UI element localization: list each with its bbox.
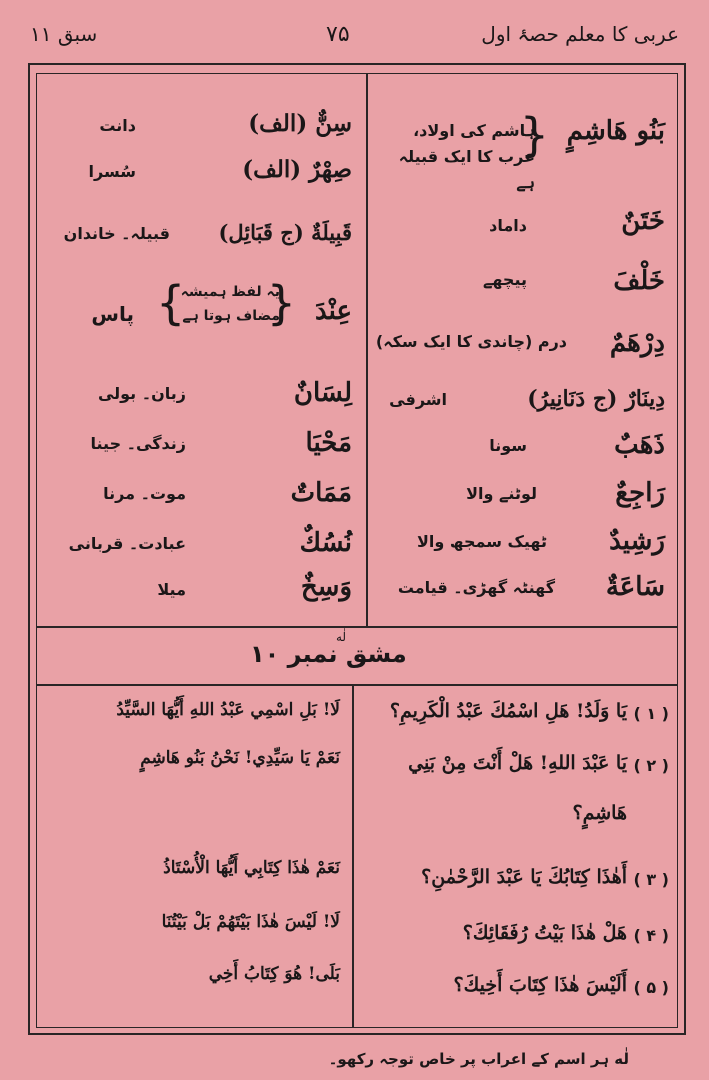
question-number: ( ۳ ) xyxy=(633,870,669,889)
exercise-questions xyxy=(353,686,677,1026)
vocab-word: مَمَاتٌ xyxy=(290,478,352,508)
answer-text: نَعَمْ يَا سَيِّدِي! نَحْنُ بَنُو هَاشِمٍ xyxy=(140,748,340,768)
vocab-meaning: عبادت۔ قربانی xyxy=(68,534,186,553)
vocab-note-group xyxy=(156,270,296,348)
question-number: ( ۲ ) xyxy=(633,756,669,775)
vocab-meaning: داماد xyxy=(489,216,527,235)
answer-text: لَا! لَيْسَ هٰذَا بَيْتَهُمْ بَلْ بَيْتُنَا xyxy=(161,912,340,932)
vocab-word: خَلْفَ xyxy=(613,266,665,296)
vocab-meaning: سونا xyxy=(489,436,527,455)
answer-text: بَلَى! هُوَ كِتَابُ أَخِي xyxy=(208,964,340,984)
vocab-meaning-group xyxy=(377,108,549,192)
vocab-meaning: ٹھیک سمجھ والا xyxy=(416,532,547,551)
vocab-meaning: میلا xyxy=(157,580,186,599)
brace-left-icon: { xyxy=(156,276,186,330)
vocab-word: دِرْهَمٌ xyxy=(609,328,665,358)
lesson-label: سبق ۱۱ xyxy=(30,22,98,46)
vocab-meaning: سُسرا xyxy=(88,162,136,181)
book-title: عربی کا معلم حصۂ اول xyxy=(481,22,679,46)
vocab-meaning: زبان۔ بولی xyxy=(97,384,186,403)
vocab-left-column xyxy=(37,74,366,626)
vocab-word: وَسِخٌ xyxy=(300,572,352,602)
exercise-title: مشق نمبر ۱۰ xyxy=(250,640,407,668)
footnote: لٰه ہر اسم کے اعراب پر خاص توجہ رکھو۔ xyxy=(328,1050,629,1068)
vocab-meaning: گھنٹہ گھڑی۔ قیامت xyxy=(397,578,555,597)
page-number: ۷۵ xyxy=(326,22,350,47)
question-number: ( ۵ ) xyxy=(633,978,669,997)
question-text: يَا عَبْدَ اللهِ! هَلْ أَنْتَ مِنْ بَنِي xyxy=(408,752,627,774)
question-text: أَهٰذَا كِتَابُكَ يَا عَبْدَ الرَّحْمٰنِ؟ xyxy=(421,866,627,888)
vocab-word: خَتَنٌ xyxy=(621,206,665,236)
vocab-word: سَاعَةٌ xyxy=(605,572,665,602)
vocab-meaning: ہاشم کی اولاد، عرب کا ایک قبیلہ ہے xyxy=(398,121,535,192)
vocab-meaning: لوٹنے والا xyxy=(466,484,537,503)
brace-right-icon: } xyxy=(519,108,549,162)
footnote-marker: لٰه xyxy=(336,630,347,644)
question-text: هَاشِمٍ؟ xyxy=(572,802,627,824)
vocab-word: صِهْرٌ (الف) xyxy=(242,156,352,183)
vocab-word: ذَهَبٌ xyxy=(614,430,665,460)
vocab-word: مَحْيَا xyxy=(305,428,352,458)
vocab-word: رَشِيدٌ xyxy=(609,526,665,556)
vocab-meaning: اشرفی xyxy=(389,390,447,409)
vocab-note: یہ لفظ ہمیشہ مضاف ہوتا ہے xyxy=(180,284,280,324)
vocab-meaning: درم (چاندی کا ایک سکہ) xyxy=(375,332,567,351)
vocab-meaning: پیچھے xyxy=(482,270,527,289)
vocab-word: لِسَانٌ xyxy=(293,378,352,408)
vocab-word: رَاجِعٌ xyxy=(615,478,665,508)
vocab-word: بَنُو هَاشِمٍ xyxy=(566,116,665,146)
question-number: ( ۴ ) xyxy=(633,926,669,945)
exercise-answers xyxy=(37,686,352,1026)
vocab-word: عِنْدَ xyxy=(314,296,352,326)
question-text: هَلْ هٰذَا بَيْتُ رُفَقَائِكَ؟ xyxy=(462,922,627,944)
question-text: يَا وَلَدُ! هَلِ اسْمُكَ عَبْدُ الْكَرِيمِ؟ xyxy=(389,700,627,722)
vocab-right-column xyxy=(366,74,677,626)
vocab-meaning: قبیلہ۔ خاندان xyxy=(63,224,170,243)
question-number: ( ۱ ) xyxy=(633,704,669,723)
vocab-exercise-separator xyxy=(37,626,677,628)
vocab-meaning: زندگی۔ جینا xyxy=(90,434,186,453)
vocab-word: دِينَارٌ (ج دَنَانِيرُ) xyxy=(527,386,665,412)
vocab-word: سِنٌّ (الف) xyxy=(248,110,352,137)
answer-text: نَعَمْ هٰذَا كِتَابِي أَيُّهَا الْأُسْتَاذُ xyxy=(163,858,340,878)
vocab-word: نُسُكٌ xyxy=(299,528,352,558)
vocab-meaning: موت۔ مرنا xyxy=(103,484,186,503)
vocab-meaning: دانت xyxy=(99,116,136,135)
brace-right-icon: } xyxy=(266,276,296,330)
answer-text: لَا! بَلِ اسْمِي عَبْدُ اللهِ أَيُّهَا السَّيِّدُ xyxy=(116,700,340,720)
vocab-word: قَبِيلَةٌ (ج قَبَائِل) xyxy=(218,220,352,245)
question-text: أَلَيْسَ هٰذَا كِتَابَ أَخِيكَ؟ xyxy=(453,974,627,996)
vocab-meaning: پاس xyxy=(91,302,134,326)
